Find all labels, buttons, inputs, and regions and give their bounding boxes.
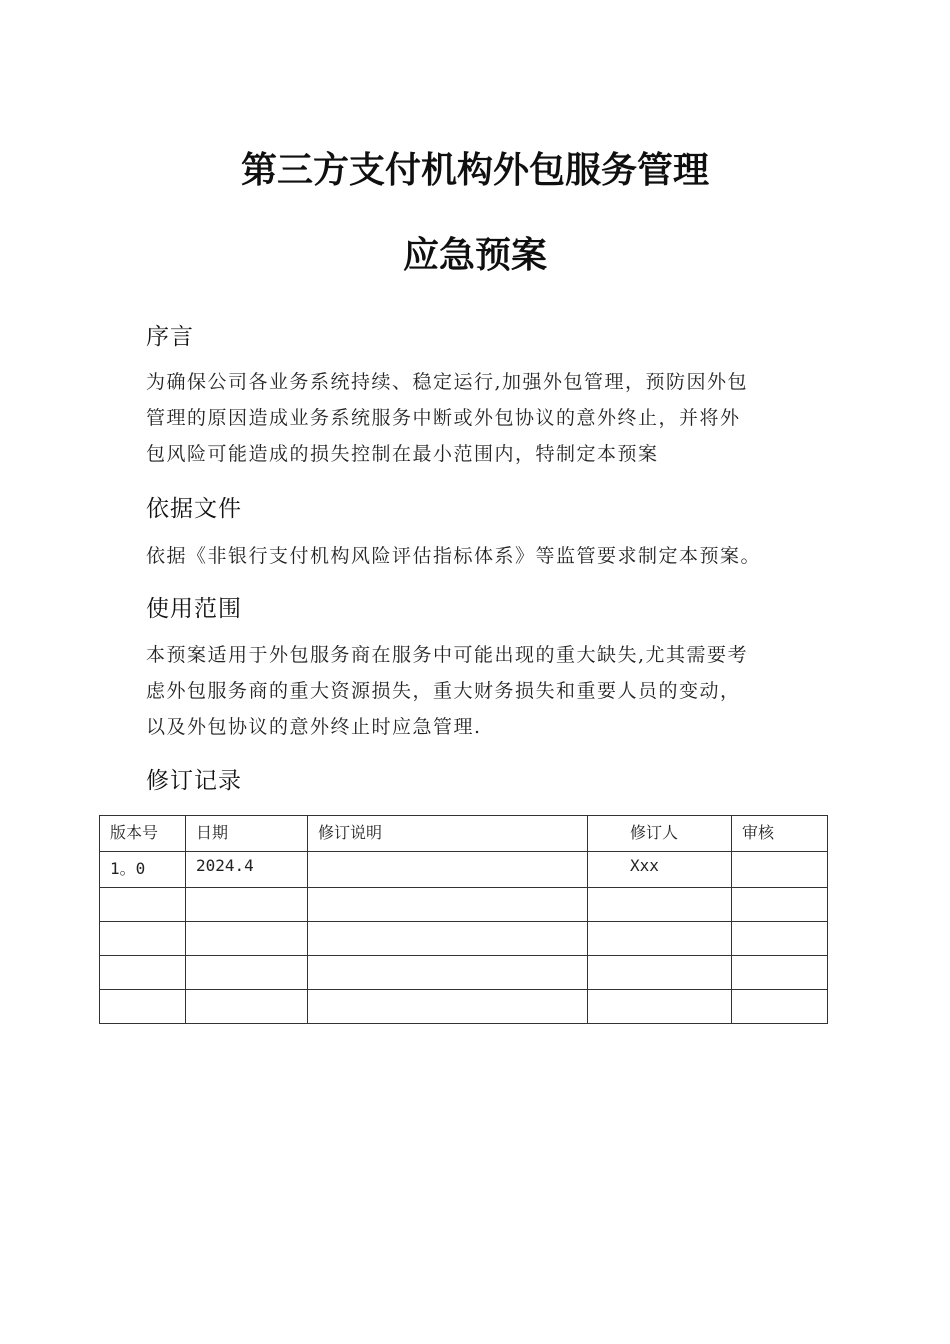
cell-revisor <box>588 922 732 956</box>
cell-reviewer <box>732 852 828 888</box>
section-body-scope <box>146 637 811 745</box>
cell-version <box>100 888 186 922</box>
cell-version: 1。0 <box>100 852 186 888</box>
cell-description <box>308 922 588 956</box>
cell-description <box>308 888 588 922</box>
cell-revisor: Xxx <box>588 852 732 888</box>
cell-date <box>186 922 308 956</box>
preface-line: 管理的原因造成业务系统服务中断或外包协议的意外终止，并将外 <box>146 407 741 429</box>
scope-line: 本预案适用于外包服务商在服务中可能出现的重大缺失,尤其需要考 <box>146 644 749 666</box>
cell-version <box>100 922 186 956</box>
document-title-line2: 应急预案 <box>402 235 547 276</box>
table-row <box>100 852 828 888</box>
cell-reviewer <box>732 956 828 990</box>
table-row <box>100 922 828 956</box>
cell-description <box>308 956 588 990</box>
cell-date <box>186 990 308 1024</box>
column-header-date: 日期 <box>186 816 308 852</box>
document-title-line1: 第三方支付机构外包服务管理 <box>240 150 709 191</box>
table-header-row <box>100 816 828 852</box>
cell-description <box>308 990 588 1024</box>
cell-reviewer <box>732 990 828 1024</box>
cell-reviewer <box>732 922 828 956</box>
section-heading-revision: 修订记录 <box>146 768 242 794</box>
section-heading-preface: 序言 <box>146 324 194 350</box>
cell-version <box>100 956 186 990</box>
section-heading-basis: 依据文件 <box>146 496 242 522</box>
cell-date <box>186 956 308 990</box>
revision-table <box>99 815 828 1024</box>
basis-line: 依据《非银行支付机构风险评估指标体系》等监管要求制定本预案。 <box>146 545 762 567</box>
cell-reviewer <box>732 888 828 922</box>
cell-revisor <box>588 888 732 922</box>
column-header-version: 版本号 <box>100 816 186 852</box>
section-heading-scope: 使用范围 <box>146 596 242 622</box>
scope-line: 虑外包服务商的重大资源损失，重大财务损失和重要人员的变动， <box>146 680 741 702</box>
table-row <box>100 990 828 1024</box>
cell-version <box>100 990 186 1024</box>
cell-revisor <box>588 990 732 1024</box>
preface-line: 包风险可能造成的损失控制在最小范围内，特制定本预案 <box>146 443 659 465</box>
column-header-reviewer: 审核 <box>732 816 828 852</box>
cell-revisor <box>588 956 732 990</box>
cell-description <box>308 852 588 888</box>
table-row <box>100 888 828 922</box>
table-row <box>100 956 828 990</box>
column-header-revisor: 修订人 <box>588 816 732 852</box>
preface-line: 为确保公司各业务系统持续、稳定运行,加强外包管理，预防因外包 <box>146 371 749 393</box>
cell-date <box>186 888 308 922</box>
section-body-basis <box>146 538 811 574</box>
section-body-preface <box>146 364 811 472</box>
column-header-description: 修订说明 <box>308 816 588 852</box>
scope-line: 以及外包协议的意外终止时应急管理. <box>146 716 482 738</box>
cell-date: 2024.4 <box>186 852 308 888</box>
